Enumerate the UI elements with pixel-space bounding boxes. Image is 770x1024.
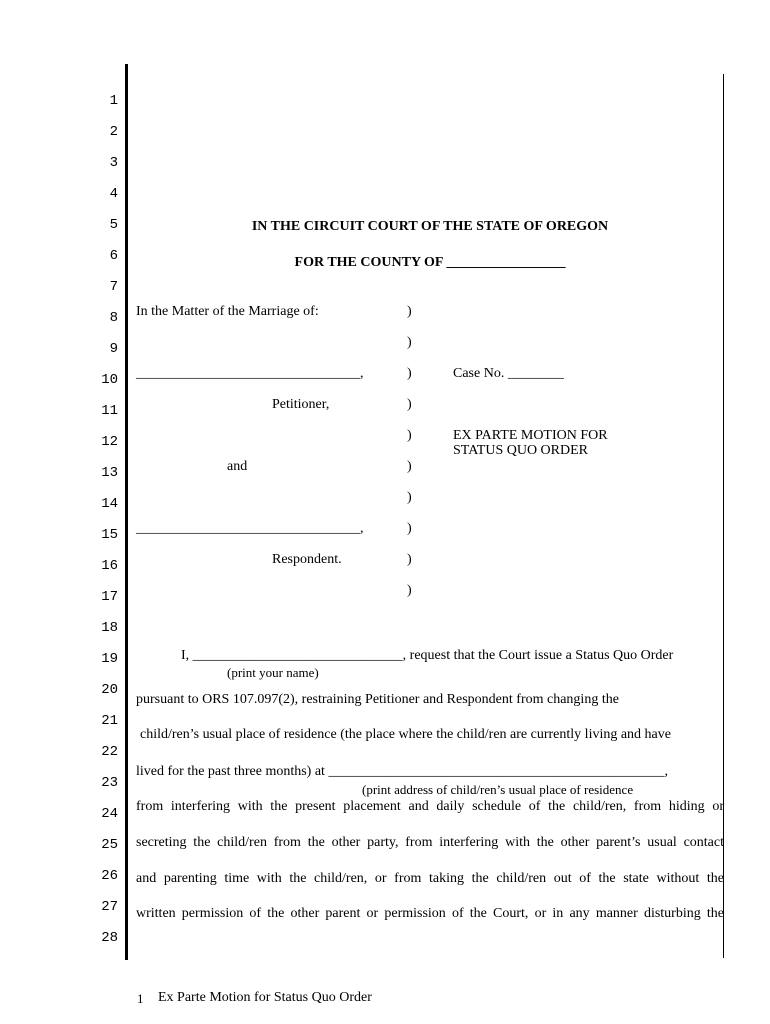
caption-paren: ) bbox=[407, 366, 412, 381]
line-number: 14 bbox=[101, 496, 118, 512]
line-number: 17 bbox=[101, 589, 118, 605]
line-number: 21 bbox=[101, 713, 118, 729]
caption-paren: ) bbox=[407, 397, 412, 412]
county-heading bbox=[136, 255, 724, 271]
line-number: 1 bbox=[109, 93, 118, 109]
left-margin-rule bbox=[125, 64, 128, 960]
body-line: child/ren’s usual place of residence (the place where the child/ren are currently living and have bbox=[140, 727, 671, 742]
address-hint: (print address of child/ren’s usual place of residence bbox=[362, 782, 634, 797]
line-number: 20 bbox=[101, 682, 118, 698]
body-line: secreting the child/ren from the other party, from interfering with the other parent’s usual contact bbox=[136, 835, 724, 850]
line-number: 7 bbox=[109, 279, 118, 295]
county-blank: _________________ bbox=[446, 255, 566, 270]
caption-paren: ) bbox=[407, 552, 412, 567]
caption-paren: ) bbox=[407, 335, 412, 350]
document-title-line2: STATUS QUO ORDER bbox=[453, 443, 589, 458]
line-number: 2 bbox=[109, 124, 118, 140]
petitioner-name-blank: ________________________________, bbox=[136, 366, 364, 381]
caption-paren: ) bbox=[407, 428, 412, 443]
petitioner-label: Petitioner, bbox=[272, 397, 330, 412]
line-number: 11 bbox=[101, 403, 118, 419]
line-number: 4 bbox=[109, 186, 118, 202]
line-number: 26 bbox=[101, 868, 118, 884]
caption-paren: ) bbox=[407, 583, 412, 598]
body-line-name: I, ______________________________, request that the Court issue a Status Quo Order bbox=[181, 648, 674, 663]
line-number: 25 bbox=[101, 837, 118, 853]
body-line: and parenting time with the child/ren, or from taking the child/ren out of the state without the bbox=[136, 871, 724, 886]
line-number: 27 bbox=[101, 899, 118, 915]
footer-title: Ex Parte Motion for Status Quo Order bbox=[158, 990, 372, 1005]
line-number: 13 bbox=[101, 465, 118, 481]
line-number: 19 bbox=[101, 651, 118, 667]
line-number: 3 bbox=[109, 155, 118, 171]
line-number: 22 bbox=[101, 744, 118, 760]
document-title-line1: EX PARTE MOTION FOR bbox=[453, 428, 608, 443]
caption-paren: ) bbox=[407, 459, 412, 474]
line-number: 9 bbox=[109, 341, 118, 357]
line-number: 28 bbox=[101, 930, 118, 946]
caption-paren: ) bbox=[407, 304, 412, 319]
and-label: and bbox=[227, 459, 248, 474]
footer-page-number: 1 bbox=[137, 991, 144, 1006]
matter-label: In the Matter of the Marriage of: bbox=[136, 304, 319, 319]
body-line: pursuant to ORS 107.097(2), restraining Petitioner and Respondent from changing the bbox=[136, 692, 619, 707]
caption-paren: ) bbox=[407, 521, 412, 536]
body-line-address: lived for the past three months) at ________________________________________________, bbox=[136, 764, 668, 779]
respondent-name-blank: ________________________________, bbox=[136, 521, 364, 536]
case-number: Case No. ________ bbox=[453, 366, 564, 381]
court-heading: IN THE CIRCUIT COURT OF THE STATE OF OREGON bbox=[251, 219, 609, 234]
line-number: 10 bbox=[101, 372, 118, 388]
body-line: written permission of the other parent or permission of the Court, or in any manner disturbing the bbox=[136, 906, 724, 921]
line-number: 12 bbox=[101, 434, 118, 450]
line-number: 23 bbox=[101, 775, 118, 791]
county-prefix: FOR THE COUNTY OF bbox=[294, 255, 443, 270]
line-number: 5 bbox=[109, 217, 118, 233]
line-number: 15 bbox=[101, 527, 118, 543]
caption-paren: ) bbox=[407, 490, 412, 505]
line-number: 18 bbox=[101, 620, 118, 636]
respondent-label: Respondent. bbox=[272, 552, 342, 567]
line-number: 6 bbox=[109, 248, 118, 264]
line-number: 16 bbox=[101, 558, 118, 574]
right-margin-rule bbox=[723, 74, 724, 958]
name-hint: (print your name) bbox=[227, 665, 319, 680]
line-number: 24 bbox=[101, 806, 118, 822]
body-line: from interfering with the present placement and daily schedule of the child/ren, from hiding or bbox=[136, 799, 724, 814]
line-number: 8 bbox=[109, 310, 118, 326]
